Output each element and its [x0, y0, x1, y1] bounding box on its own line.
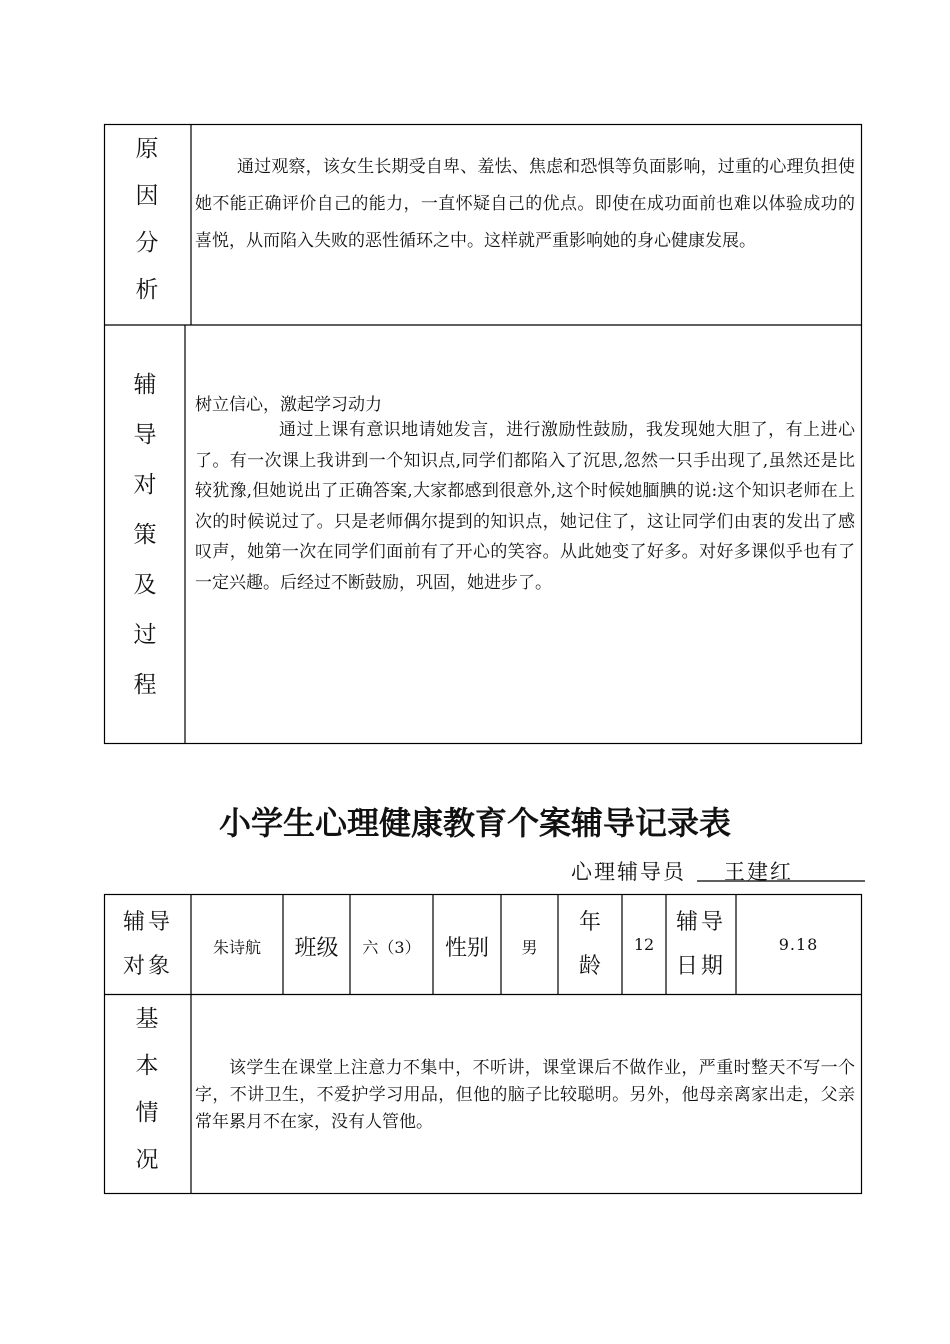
- cause-analysis-label: 原 因 分 析: [135, 136, 159, 303]
- basic-situation-label: 基 本 情 况: [135, 1006, 159, 1173]
- class-label: 班级: [294, 936, 339, 961]
- strategy-text: 通过上课有意识地请她发言，进行激励性鼓励，我发现她大胆了，有上进心了。有一次课上我讲到一个知识点,同学们都陷入了沉思,忽然一只手出现了,虽然还是比较犹豫,但她说出了正确答案,大家都感到很意外,这个时候她腼腆的说:这个知识老师在上次的时候说过了。只是老师偶尔提到的知识点，她记住了，这让同学们由衷的发出了感叹声，她第一次在同学们面前有了开心的笑容。从此她变了好多。对好多课似乎也有了一定兴趣。后经过不断鼓励，巩固，她进步了。: [195, 420, 855, 593]
- subject-value: 朱诗航: [212, 938, 261, 957]
- subject-label: 辅导对象: [122, 909, 173, 979]
- counselor-name: 王建红: [724, 860, 793, 884]
- date-label: 辅导日期: [675, 909, 726, 979]
- counselor-label: 心理辅导员: [571, 860, 686, 884]
- basic-situation-text: 该学生在课堂上注意力不集中，不听讲，课堂课后不做作业，严重时整天不写一个字，不讲卫生，不爱护学习用品，但他的脑子比较聪明。另外，他母亲离家出走，父亲常年累月不在家，没有人管他。: [195, 1058, 855, 1132]
- strategy-label: 辅 导 对 策 及 过 程: [133, 372, 157, 698]
- cause-analysis-text: 通过观察，该女生长期受自卑、羞怯、焦虑和恐惧等负面影响，过重的心理负担使她不能正确评价自己的能力，一直怀疑自己的优点。即使在成功面前也难以体验成功的喜悦，从而陷入失败的恶性循环之中。这样就严重影响她的身心健康发展。: [195, 157, 855, 251]
- age-value: 12: [633, 935, 655, 954]
- class-value: 六（3）: [362, 938, 421, 957]
- gender-label: 性别: [444, 936, 489, 961]
- form-title: 小学生心理健康教育个案辅导记录表: [218, 804, 731, 842]
- gender-value: 男: [521, 938, 538, 957]
- date-value: 9.18: [778, 935, 819, 954]
- strategy-heading: 树立信心，激起学习动力: [195, 395, 382, 415]
- age-label: 年龄: [578, 909, 601, 979]
